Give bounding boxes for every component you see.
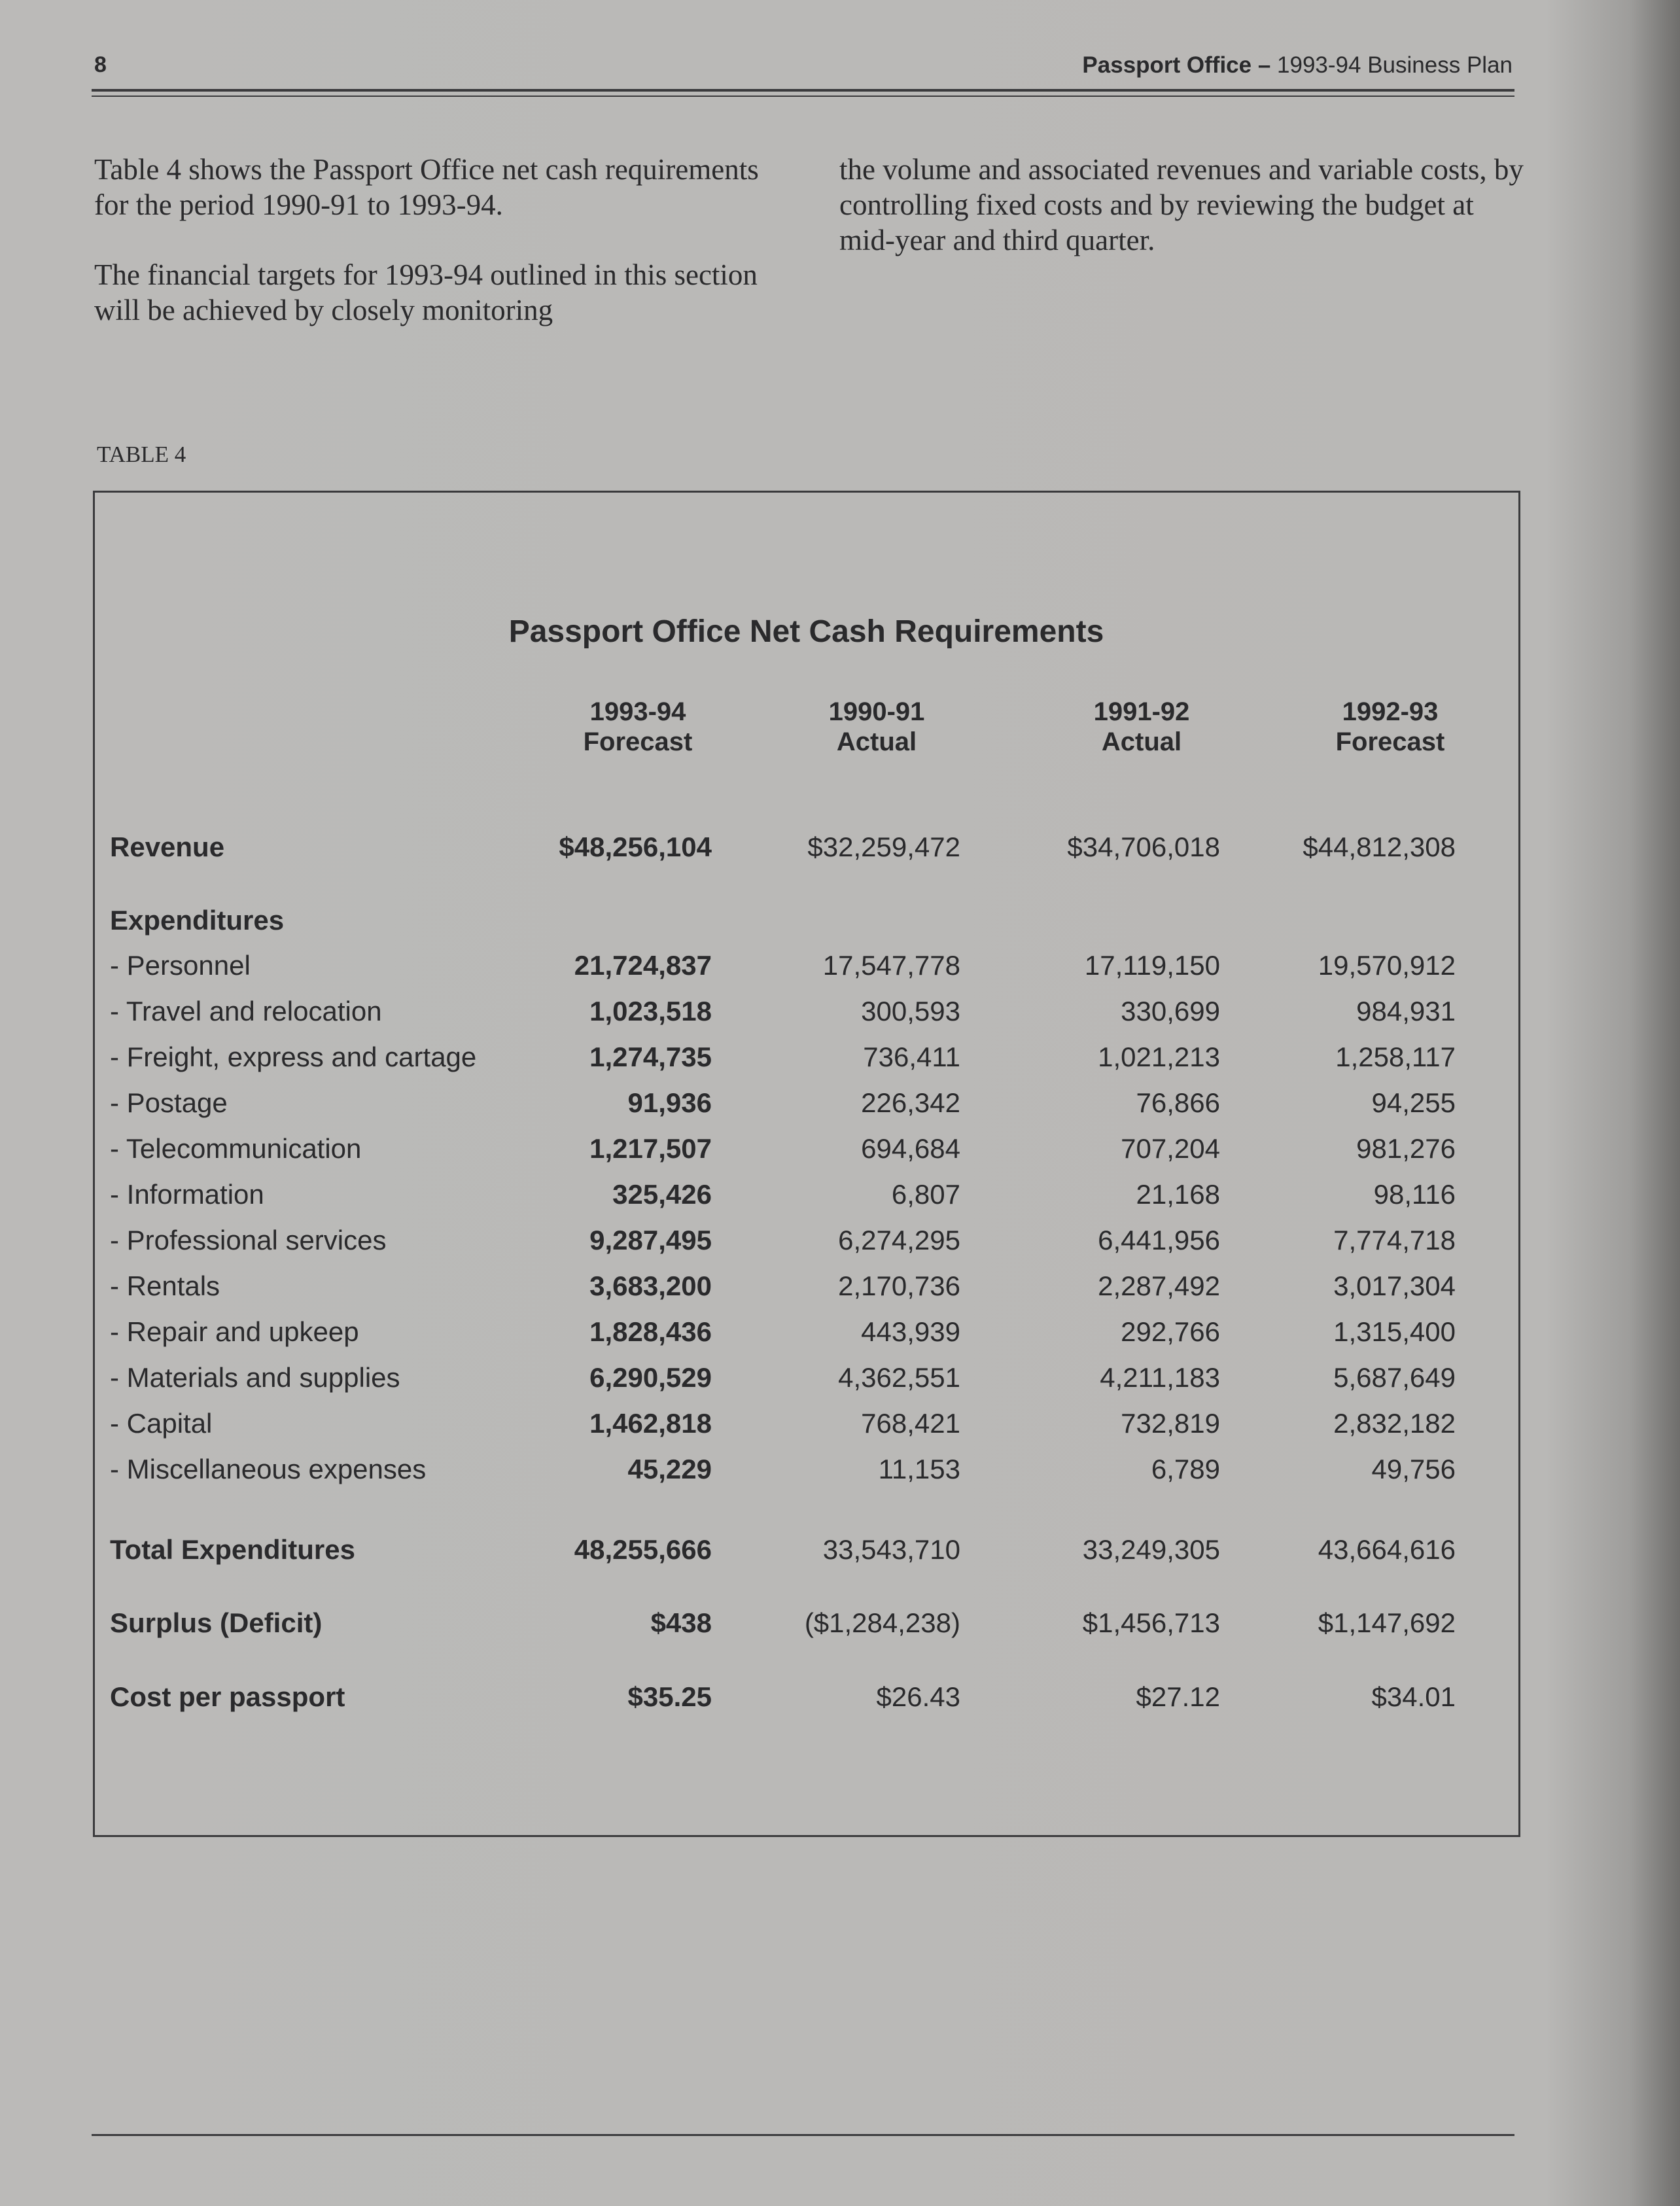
cell-value: 1,021,213 (1098, 1042, 1220, 1072)
table-row (0, 1316, 1680, 1350)
cell-value: 76,866 (1136, 1087, 1220, 1118)
cell-value: $1,456,713 (1082, 1607, 1220, 1638)
column-header (1282, 697, 1498, 757)
cell-value: 6,441,956 (1098, 1225, 1220, 1255)
cell-value: 91,936 (627, 1087, 712, 1118)
cell-value: 33,249,305 (1082, 1534, 1220, 1565)
table-title: Passport Office Net Cash Requirements (508, 614, 1104, 649)
cell-value: 6,274,295 (838, 1225, 960, 1255)
row-label: - Capital (110, 1408, 213, 1439)
cell-value: $1,147,692 (1318, 1607, 1456, 1638)
table-row (0, 1225, 1680, 1259)
row-label: - Rentals (110, 1270, 220, 1301)
cell-value: 732,819 (1121, 1408, 1220, 1439)
cell-value: 6,290,529 (589, 1362, 712, 1393)
intro-paragraph-2: The financial targets for 1993-94 outlined in this section will be achieved by closely monitoring (94, 258, 758, 326)
cell-value: 17,119,150 (1084, 950, 1220, 981)
column-header (1034, 697, 1250, 757)
cell-value: 1,315,400 (1333, 1316, 1456, 1347)
table-row (0, 950, 1680, 984)
cell-value: $26.43 (876, 1681, 960, 1712)
cell-value: 7,774,718 (1333, 1225, 1456, 1255)
cell-value: 1,274,735 (589, 1042, 712, 1072)
cell-value: 3,683,200 (589, 1270, 712, 1301)
cell-value: $32,259,472 (807, 832, 960, 862)
cell-value: 443,939 (861, 1316, 960, 1347)
cell-value: 49,756 (1371, 1454, 1456, 1484)
row-label: Revenue (110, 832, 225, 862)
cell-value: 325,426 (612, 1179, 712, 1210)
cell-value: 292,766 (1121, 1316, 1220, 1347)
row-label: - Travel and relocation (110, 996, 382, 1026)
row-label: - Postage (110, 1087, 228, 1118)
table-row (0, 1133, 1680, 1167)
cell-value: $438 (650, 1607, 712, 1638)
row-label: Cost per passport (110, 1681, 345, 1712)
row-label: - Personnel (110, 950, 251, 981)
column-kind: Actual (836, 727, 917, 756)
cell-value: 98,116 (1373, 1179, 1456, 1210)
column-year: 1990-91 (828, 697, 925, 726)
cell-value: 21,168 (1136, 1179, 1220, 1210)
cell-value: 1,258,117 (1335, 1042, 1456, 1072)
running-header-bold: Passport Office – (1082, 52, 1271, 78)
cell-value: 3,017,304 (1333, 1270, 1456, 1301)
cell-value: $34,706,018 (1067, 832, 1220, 862)
row-label: - Professional services (110, 1225, 387, 1255)
cell-value: 11,153 (878, 1454, 960, 1484)
table-row-expenditures-heading (0, 905, 1680, 939)
intro-paragraph-3: the volume and associated revenues and variable costs, by controlling fixed costs and by reviewing the budget at mid-year and third quarter. (839, 153, 1524, 256)
cell-value: 48,255,666 (574, 1534, 712, 1565)
column-kind: Forecast (583, 727, 693, 756)
table-row-surplus (0, 1607, 1680, 1641)
row-label: - Telecommunication (110, 1133, 362, 1164)
cell-value: 21,724,837 (574, 950, 712, 981)
cell-value: 1,462,818 (589, 1408, 712, 1439)
running-header (1082, 52, 1513, 79)
cell-value: $44,812,308 (1303, 832, 1456, 862)
cell-value: 6,789 (1151, 1454, 1220, 1484)
column-year: 1992-93 (1342, 697, 1439, 726)
intro-paragraph-1: Table 4 shows the Passport Office net cash requirements for the period 1990-91 to 1993-94. (94, 153, 759, 221)
cell-value: 984,931 (1356, 996, 1456, 1026)
cell-value: 1,023,518 (589, 996, 712, 1026)
cell-value: 226,342 (861, 1087, 960, 1118)
cell-value: $35.25 (627, 1681, 712, 1712)
cell-value: 33,543,710 (822, 1534, 960, 1565)
table-label: TABLE 4 (97, 442, 186, 467)
row-label: - Freight, express and cartage (110, 1042, 477, 1072)
cell-value: 981,276 (1356, 1133, 1456, 1164)
column-header (530, 697, 746, 757)
cell-value: 4,211,183 (1100, 1362, 1220, 1393)
row-label: - Repair and upkeep (110, 1316, 359, 1347)
table-row (0, 1270, 1680, 1304)
column-year: 1991-92 (1093, 697, 1190, 726)
header-rule-thick (92, 89, 1514, 92)
cell-value: 694,684 (861, 1133, 960, 1164)
cell-value: 43,664,616 (1318, 1534, 1456, 1565)
cell-value: 45,229 (627, 1454, 712, 1484)
row-label: Surplus (Deficit) (110, 1607, 323, 1638)
row-label: Total Expenditures (110, 1534, 355, 1565)
row-label: - Materials and supplies (110, 1362, 400, 1393)
cell-value: 1,217,507 (589, 1133, 712, 1164)
column-year: 1993-94 (589, 697, 686, 726)
cell-value: 2,170,736 (838, 1270, 960, 1301)
cell-value: 94,255 (1371, 1087, 1456, 1118)
table-row (0, 1087, 1680, 1121)
row-label: - Miscellaneous expenses (110, 1454, 427, 1484)
footer-rule (92, 2134, 1514, 2136)
cell-value: $48,256,104 (559, 832, 712, 862)
cell-value: 707,204 (1121, 1133, 1220, 1164)
cell-value: 4,362,551 (838, 1362, 960, 1393)
page-number: 8 (94, 52, 107, 77)
table-row (0, 996, 1680, 1030)
table-row (0, 1362, 1680, 1396)
row-label: Expenditures (110, 905, 285, 936)
cell-value: ($1,284,238) (804, 1607, 960, 1638)
column-kind: Actual (1101, 727, 1182, 756)
table-row-total (0, 1534, 1680, 1568)
cell-value: 2,832,182 (1333, 1408, 1456, 1439)
column-kind: Forecast (1335, 727, 1445, 756)
cell-value: $34.01 (1371, 1681, 1456, 1712)
header-rule-thin (92, 96, 1514, 97)
cell-value: 9,287,495 (589, 1225, 712, 1255)
cell-value: 330,699 (1121, 996, 1220, 1026)
cell-value: 6,807 (891, 1179, 960, 1210)
running-header-rest: 1993-94 Business Plan (1270, 52, 1513, 78)
cell-value: 5,687,649 (1333, 1362, 1456, 1393)
table-row-revenue (0, 832, 1680, 866)
cell-value: 17,547,778 (822, 950, 960, 981)
row-label: - Information (110, 1179, 264, 1210)
cell-value: 768,421 (861, 1408, 960, 1439)
cell-value: 1,828,436 (589, 1316, 712, 1347)
table-row (0, 1042, 1680, 1076)
table-row-cost (0, 1681, 1680, 1715)
cell-value: 2,287,492 (1098, 1270, 1220, 1301)
column-header (769, 697, 985, 757)
table-row (0, 1179, 1680, 1213)
cell-value: 736,411 (863, 1042, 960, 1072)
cell-value: 300,593 (861, 996, 960, 1026)
cell-value: $27.12 (1136, 1681, 1220, 1712)
table-row (0, 1454, 1680, 1488)
table-row (0, 1408, 1680, 1442)
cell-value: 19,570,912 (1318, 950, 1456, 981)
